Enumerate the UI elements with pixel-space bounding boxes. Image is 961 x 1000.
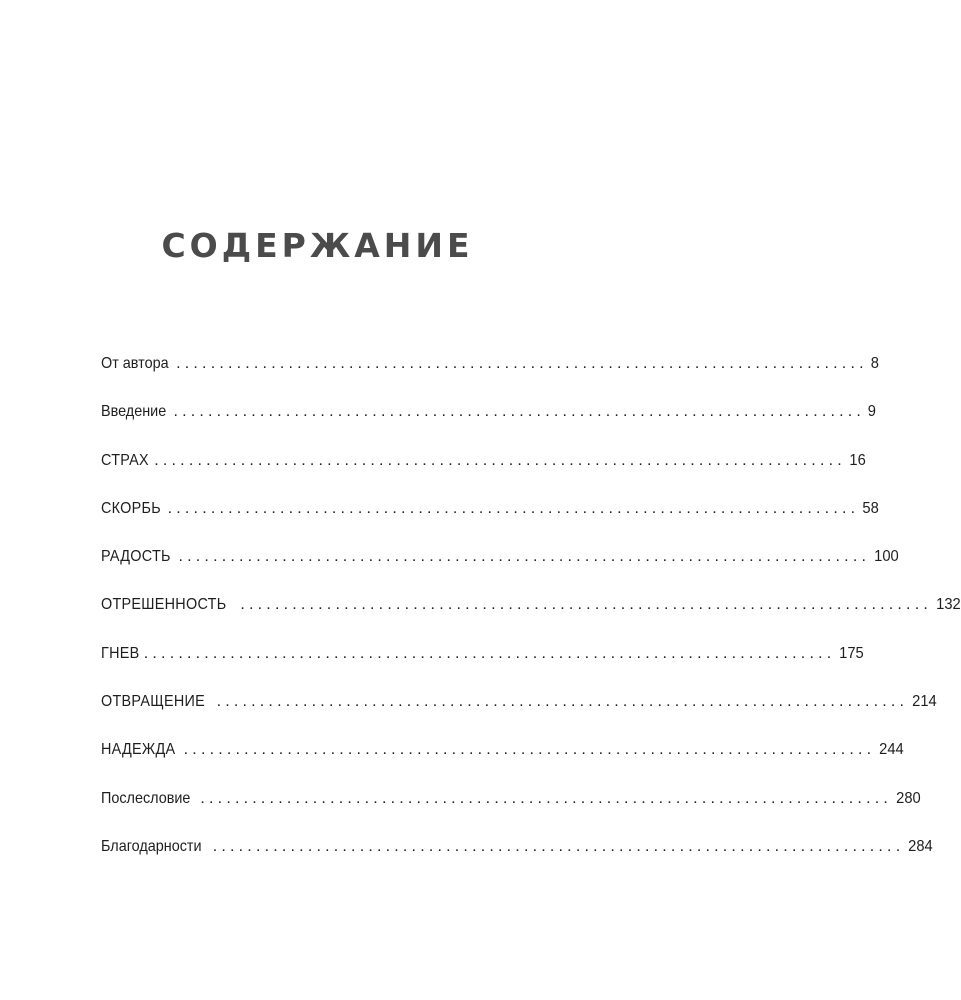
toc-entry-title: ОТВРАЩЕНИЕ <box>101 693 206 711</box>
toc-entry-page: 280 <box>896 789 921 807</box>
toc-leader-dots: ................................................................................ <box>212 837 905 855</box>
toc-entry-page: 58 <box>862 499 880 517</box>
toc-entry-page: 16 <box>849 451 866 469</box>
toc-leader-dots: ................................................................................ <box>143 644 836 662</box>
toc-entry-title: ГНЕВ <box>101 644 140 662</box>
toc-leader-dots: ................................................................................ <box>154 451 846 469</box>
toc-entry-page: 8 <box>870 355 879 372</box>
toc-entry <box>101 400 876 448</box>
toc-entry-page: 175 <box>839 644 865 662</box>
toc-leader-dots: ................................................................................ <box>176 355 868 372</box>
toc-leader-dots: ................................................................................ <box>167 499 860 517</box>
toc-entry-title: НАДЕЖДА <box>101 741 176 759</box>
toc-entry <box>101 497 880 545</box>
toc-entry-title: ОТРЕШЕННОСТЬ <box>101 596 227 614</box>
toc-entry <box>101 835 934 883</box>
toc-entry <box>101 593 961 641</box>
toc-entry-title: Послесловие <box>101 789 191 807</box>
toc-entry-page: 9 <box>867 403 876 421</box>
toc-entry-title: СКОРБЬ <box>101 499 161 517</box>
toc-entry-page: 284 <box>908 837 934 855</box>
toc-entry <box>101 352 879 400</box>
toc-entry-page: 100 <box>874 548 899 566</box>
toc-entry-title: Благодарности <box>101 837 202 855</box>
toc-leader-dots: ................................................................................ <box>173 403 866 421</box>
toc-entry <box>101 642 865 690</box>
toc-entry-page: 132 <box>936 596 961 614</box>
table-of-contents <box>101 352 961 883</box>
toc-leader-dots: ................................................................................ <box>183 741 876 759</box>
toc-entry <box>101 787 921 835</box>
toc-leader-dots: ................................................................................ <box>200 789 893 807</box>
toc-entry-title: От автора <box>101 355 169 372</box>
toc-entry <box>101 738 904 786</box>
toc-entry-page: 244 <box>879 741 904 759</box>
toc-entry-page: 214 <box>912 693 937 711</box>
toc-entry-title: РАДОСТЬ <box>101 548 171 566</box>
toc-entry <box>101 545 899 593</box>
toc-leader-dots: ................................................................................ <box>178 548 871 566</box>
toc-entry-title: Введение <box>101 403 167 421</box>
toc-leader-dots: ................................................................................ <box>240 596 932 614</box>
toc-entry <box>101 690 937 738</box>
toc-entry-title: СТРАХ <box>101 451 149 469</box>
toc-entry <box>101 449 866 497</box>
toc-leader-dots: ................................................................................ <box>216 693 909 711</box>
page-title: СОДЕРЖАНИЕ <box>161 226 474 265</box>
